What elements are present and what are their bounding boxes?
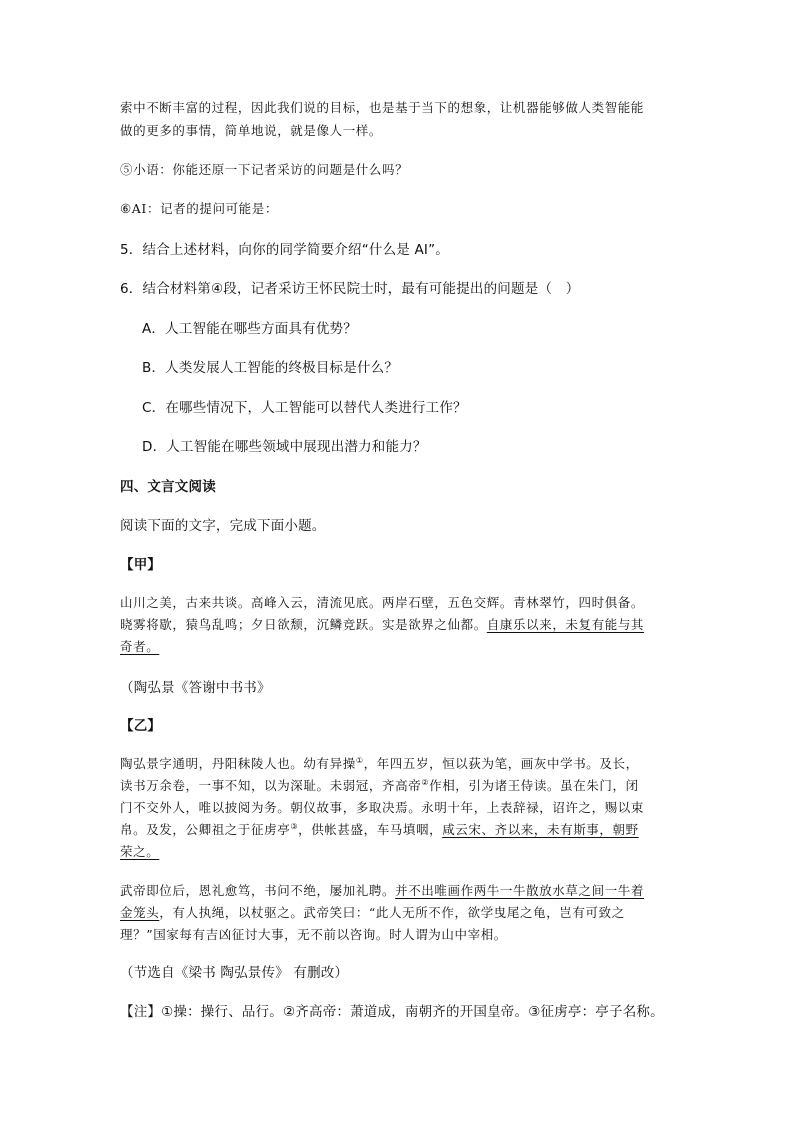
yi-line-2-a: 读书万余卷，一事不知，以为深耻。未弱冠，齐高帝 [120,778,422,793]
jia-underlined-sentence: 自康乐以来，未复有能与其 [486,617,645,632]
jia-line-1: 山川之美，古来共谈。高峰入云，清流见底。两岸石壁，五色交辉。青林翠竹，四时俱备。 [120,595,645,610]
note-ref-3: ③ [290,821,299,831]
annotation-notes: 【注】①操：操行、品行。②齐高帝：萧道成，南朝齐的开国皇帝。③征虏亭：亭子名称。 [120,1004,664,1020]
note-ref-1: ① [355,755,364,765]
jia-line-3 [120,637,159,655]
yi-line-1-a: 陶弘景字通明，丹阳秣陵人也。幼有异操 [120,756,356,771]
yi-line-3: 门不交外人，唯以披阅为务。朝仪故事，多取决焉。永明十年，上表辞禄，诏许之，赐以束 [120,800,645,815]
yi-underlined-sentence-1-end: 荣之。 [120,844,160,859]
dialog-ai: ⑥AI：记者的提问可能是： [120,201,278,216]
jia-source: （陶弘景《答谢中书书》 [120,680,271,696]
yi-underlined-sentence-2-end: 金笼头 [120,905,160,920]
option-a: A．人工智能在哪些方面具有优势？ [142,321,357,337]
reading-instruction: 阅读下面的文字，完成下面小题。 [120,518,326,534]
dialog-xiaoyu: ⑤小语：你能还原一下记者采访的问题是什么吗？ [120,162,409,177]
yi-line-2-b: 作相，引为诸王侍读。虽在朱门，闭 [429,778,639,793]
section-heading: 四、文言文阅读 [120,479,216,495]
yi-line-5 [120,842,159,860]
yi-p2-line-2 [120,903,625,921]
intro-line-2: 做的更多的事情，简单地说，就是像人一样。 [120,123,383,138]
yi-line-2 [120,776,639,794]
yi-p2-line-3: 理？”国家每有吉凶征讨大事，无不前以咨询。时人谓为山中宰相。 [120,927,507,942]
yi-line-4-a: 帛。及发，公卿祖之于征虏亭 [120,822,291,837]
passage-jia-label: 【甲】 [120,557,162,573]
yi-line-1 [120,754,639,772]
yi-line-1-b: ，年四五岁，恒以荻为笔，画灰中学书。及长， [363,756,639,771]
jia-line-2 [120,615,644,633]
question-5: 5．结合上述材料，向你的同学简要介绍“什么是 AI”。 [120,242,449,258]
yi-p2-line-2-b: ，有人执绳，以杖驱之。武帝笑曰：“此人无所不作，欲学曳尾之龟，岂有可致之 [159,905,625,920]
yi-line-4-b: ，供帐甚盛，车马填咽， [298,822,443,837]
jia-line-2-text: 晓雾将歇，猿鸟乱鸣；夕日欲颓，沉鳞竞跃。实是欲界之仙都。 [120,617,487,632]
yi-underlined-sentence-2: 并不出唯画作两牛一牛散放水草之间一牛着 [395,883,645,898]
passage-yi-label: 【乙】 [120,718,162,734]
yi-line-4 [120,820,639,838]
yi-underlined-sentence-1: 咸云宋、齐以来，未有斯事，朝野 [442,822,639,837]
option-d: D．人工智能在哪些领域中展现出潜力和能力？ [142,439,427,455]
option-b: B．人类发展人工智能的终极目标是什么？ [142,360,399,376]
intro-line-1: 索中不断丰富的过程，因此我们说的目标，也是基于当下的想象，让机器能够做人类智能能 [120,100,645,115]
yi-source: （节选自《梁书 陶弘景传》 有删改） [120,965,349,981]
question-6: 6．结合材料第④段，记者采访王怀民院士时，最有可能提出的问题是（ ） [120,281,580,297]
jia-underlined-sentence-end: 奇者。 [120,639,160,654]
yi-p2-line-1-a: 武帝即位后，恩礼愈笃，书问不绝，屡加礼聘。 [120,883,396,898]
option-c: C．在哪些情况下，人工智能可以替代人类进行工作？ [142,400,467,416]
note-ref-2: ② [421,777,430,787]
yi-p2-line-1 [120,881,644,899]
